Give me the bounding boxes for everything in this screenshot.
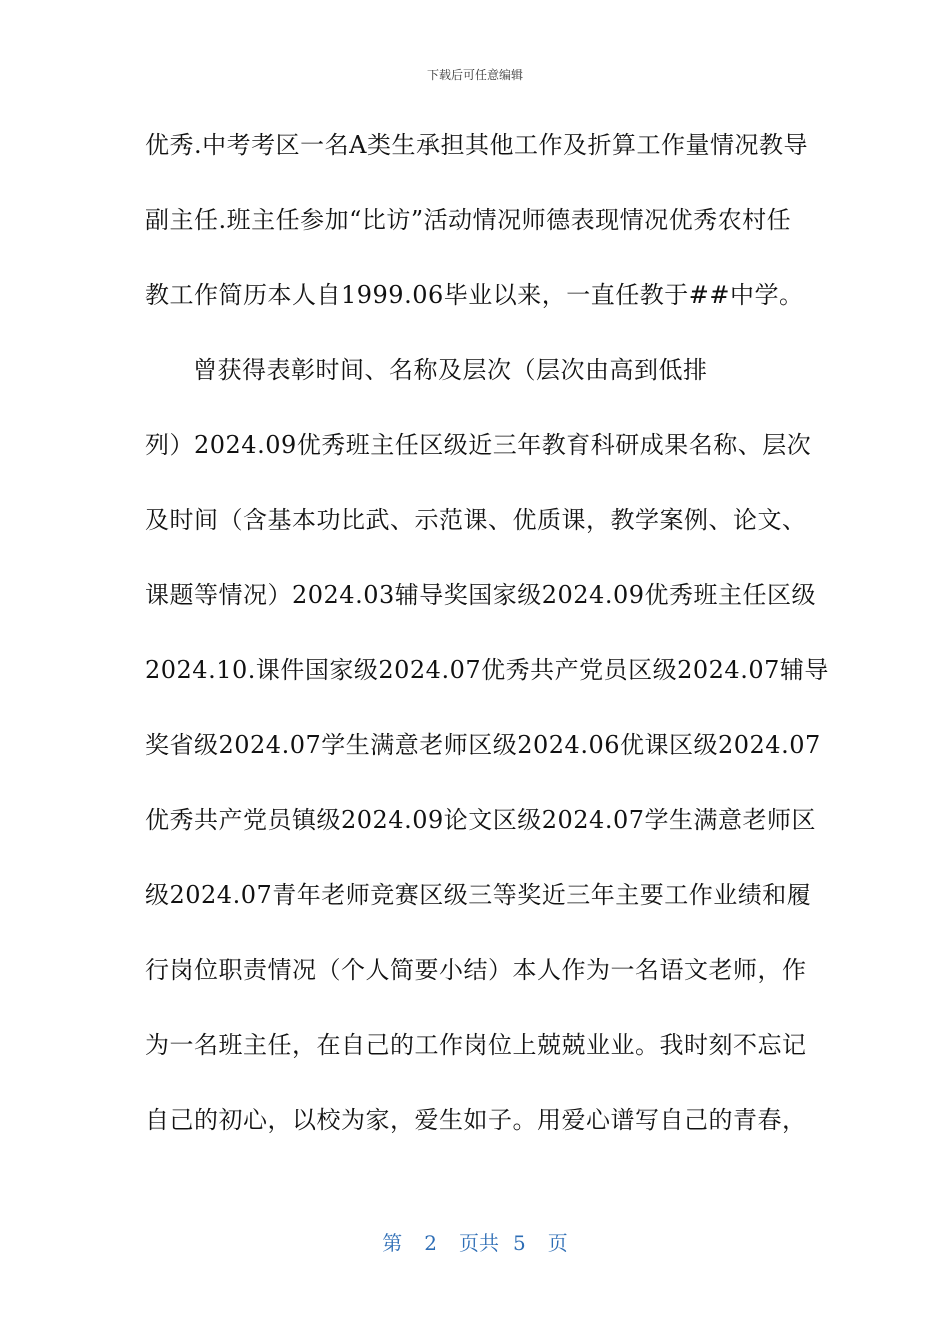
text-line: 列）2024.09优秀班主任区级近三年教育科研成果名称、层次 — [145, 431, 812, 459]
text-line: 优秀共产党员镇级2024.09论文区级2024.07学生满意老师区 — [145, 806, 816, 834]
text-line: 为一名班主任，在自己的工作岗位上兢兢业业。我时刻不忘记 — [145, 1031, 807, 1059]
text-line: 教工作简历本人自1999.06毕业以来，一直任教于##中学。 — [145, 281, 804, 309]
paragraph-start-line: 曾获得表彰时间、名称及层次（层次由高到低排 — [193, 356, 708, 384]
text-line: 级2024.07青年老师竞赛区级三等奖近三年主要工作业绩和履 — [145, 881, 812, 909]
text-line: 优秀.中考考区一名A类生承担其他工作及折算工作量情况教导 — [145, 131, 808, 159]
text-line: 2024.10.课件国家级2024.07优秀共产党员区级2024.07辅导 — [145, 656, 829, 684]
page-footer — [0, 1227, 950, 1256]
text-line: 及时间（含基本功比武、示范课、优质课，教学案例、论文、 — [145, 506, 807, 534]
text-line: 行岗位职责情况（个人简要小结）本人作为一名语文老师，作 — [145, 956, 807, 984]
footer-suffix: 页 — [547, 1231, 568, 1255]
text-line: 副主任.班主任参加“比访”活动情况师德表现情况优秀农村任 — [145, 206, 792, 234]
current-page-number: 2 — [424, 1231, 437, 1255]
footer-middle: 页共 — [459, 1231, 499, 1255]
text-line: 自己的初心，以校为家，爱生如子。用爱心谱写自己的青春， — [145, 1106, 807, 1134]
footer-prefix: 第 — [382, 1231, 403, 1255]
text-line: 课题等情况）2024.03辅导奖国家级2024.09优秀班主任区级 — [145, 581, 816, 609]
total-page-count: 5 — [513, 1231, 526, 1255]
page-header: 下载后可任意编辑 — [426, 68, 523, 82]
text-line: 奖省级2024.07学生满意老师区级2024.06优课区级2024.07 — [145, 731, 821, 759]
